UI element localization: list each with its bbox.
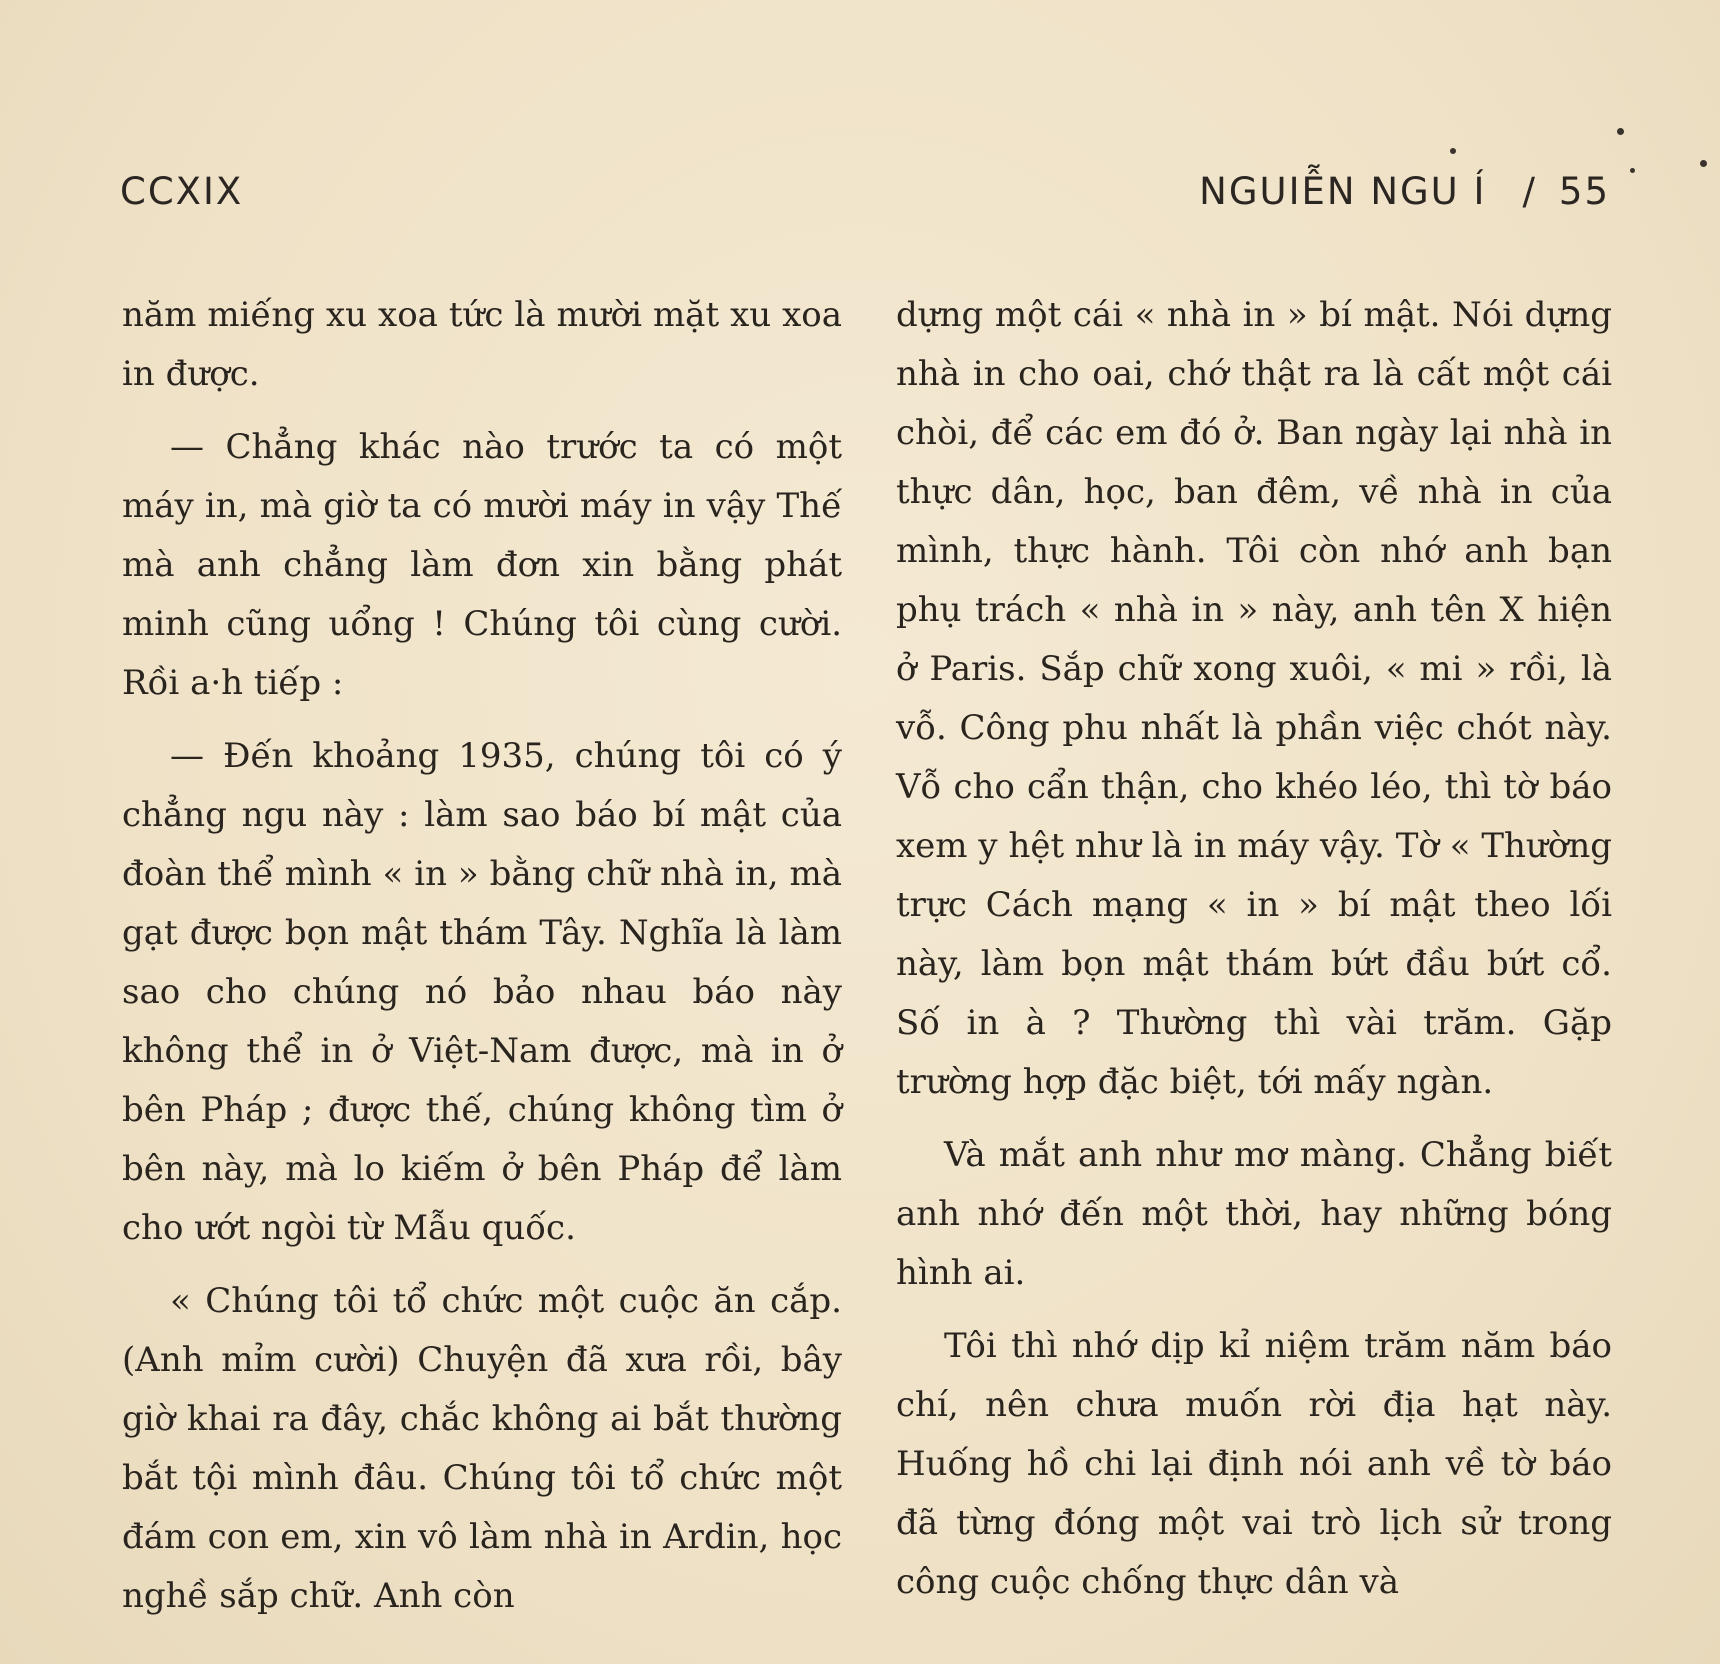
paragraph: năm miếng xu xoa tức là mười mặt xu xoa in được.: [122, 295, 842, 394]
chapter-number: CCXIX: [120, 170, 244, 213]
right-column: [896, 286, 1612, 1626]
header-separator: /: [1522, 170, 1537, 213]
paragraph: Và mắt anh như mơ màng. Chẳng biết anh nhớ đến một thời, hay những bóng hình ai.: [896, 1135, 1612, 1293]
left-column: [122, 286, 842, 1640]
author-title: NGUIỄN NGU Í: [1199, 170, 1487, 213]
running-header: [120, 170, 1610, 230]
page-number: 55: [1558, 170, 1610, 213]
ink-speck: [1630, 168, 1635, 173]
paragraph: Tôi thì nhớ dịp kỉ niệm trăm năm báo chí, nên chưa muốn rời địa hạt này. Huống hồ chi lại định nói anh về tờ báo đã từng đóng một vai trò lịch sử trong công cuộc chống thực dân và: [896, 1326, 1612, 1602]
ink-speck: [1450, 148, 1456, 154]
ink-speck: [1617, 128, 1624, 135]
paragraph: dựng một cái « nhà in » bí mật. Nói dựng nhà in cho oai, chớ thật ra là cất một cái chòi, để các em đó ở. Ban ngày lại nhà in thực dân, học, ban đêm, về nhà in của mình, thực hành. Tôi còn nhớ anh bạn phụ trách « nhà in » này, anh tên X hiện ở Paris. Sắp chữ xong xuôi, « mi » rồi, là vỗ. Công phu nhất là phần việc chót này. Vỗ cho cẩn thận, cho khéo léo, thì tờ báo xem y hệt như là in máy vậy. Tờ « Thường trực Cách mạng « in » bí mật theo lối này, làm bọn mật thám bứt đầu bứt cổ. Số in à ? Thường thì vài trăm. Gặp trường hợp đặc biệt, tới mấy ngàn.: [896, 295, 1612, 1102]
ink-speck: [1700, 160, 1707, 167]
header-right: [1199, 170, 1610, 213]
paragraph: — Đến khoảng 1935, chúng tôi có ý chẳng ngu này : làm sao báo bí mật của đoàn thể mình « in » bằng chữ nhà in, mà gạt được bọn mật thám Tây. Nghĩa là làm sao cho chúng nó bảo nhau báo này không thể in ở Việt-Nam được, mà in ở bên Pháp ; được thế, chúng không tìm ở bên này, mà lo kiếm ở bên Pháp để làm cho ướt ngòi từ Mẫu quốc.: [122, 736, 842, 1248]
paragraph: — Chẳng khác nào trước ta có một máy in, mà giờ ta có mười máy in vậy Thế mà anh chẳng làm đơn xin bằng phát minh cũng uổng ! Chúng tôi cùng cười. Rồi a·h tiếp :: [122, 427, 842, 703]
paragraph: « Chúng tôi tổ chức một cuộc ăn cắp. (Anh mỉm cười) Chuyện đã xưa rồi, bây giờ khai ra đây, chắc không ai bắt thường bắt tội mình đâu. Chúng tôi tổ chức một đám con em, xin vô làm nhà in Ardin, học nghề sắp chữ. Anh còn: [122, 1281, 842, 1616]
